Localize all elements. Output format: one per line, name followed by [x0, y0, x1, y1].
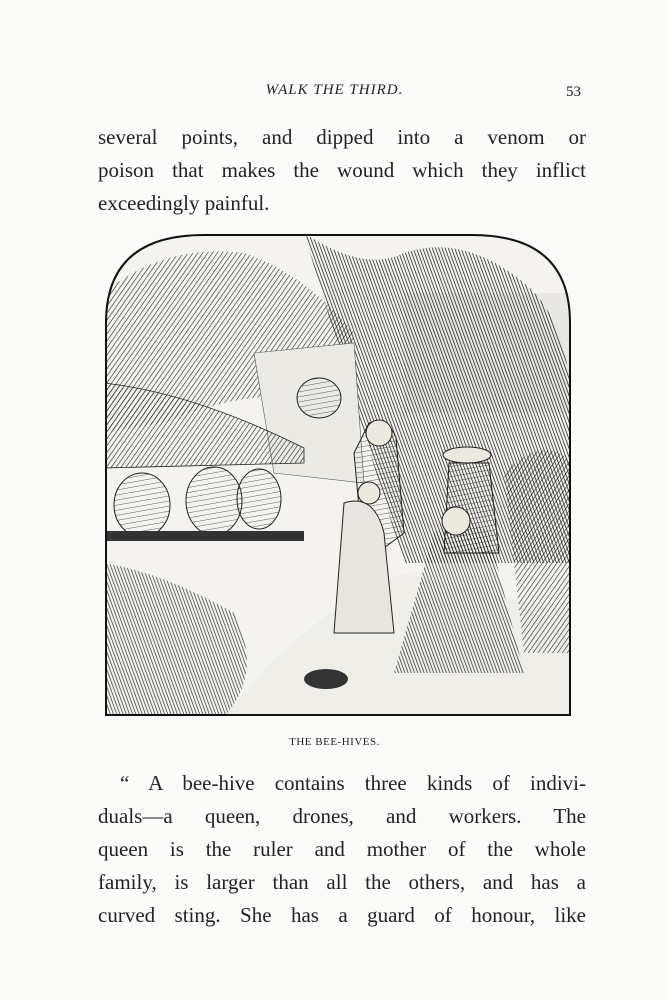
figure-caption: THE BEE-HIVES. [289, 736, 380, 748]
bee-hives-engraving [104, 233, 572, 717]
text-line: several points, and dipped into a venom or [98, 125, 586, 149]
text-line: poison that makes the wound which they inflict [98, 158, 586, 182]
text-line: curved sting. She has a guard of honour, like [98, 903, 586, 927]
page-number: 53 [566, 84, 581, 100]
text-line: duals—a queen, drones, and workers. The [98, 804, 586, 828]
running-head-title: WALK THE THIRD. [265, 82, 404, 98]
paragraph-bottom [98, 767, 586, 932]
text-line: family, is larger than all the others, and has a [98, 870, 586, 894]
text-line: queen is the ruler and mother of the whole [98, 837, 586, 861]
paragraph-top [98, 121, 586, 220]
text-line: “ A bee-hive contains three kinds of indivi- [120, 771, 586, 795]
text-line: exceedingly painful. [98, 191, 270, 215]
